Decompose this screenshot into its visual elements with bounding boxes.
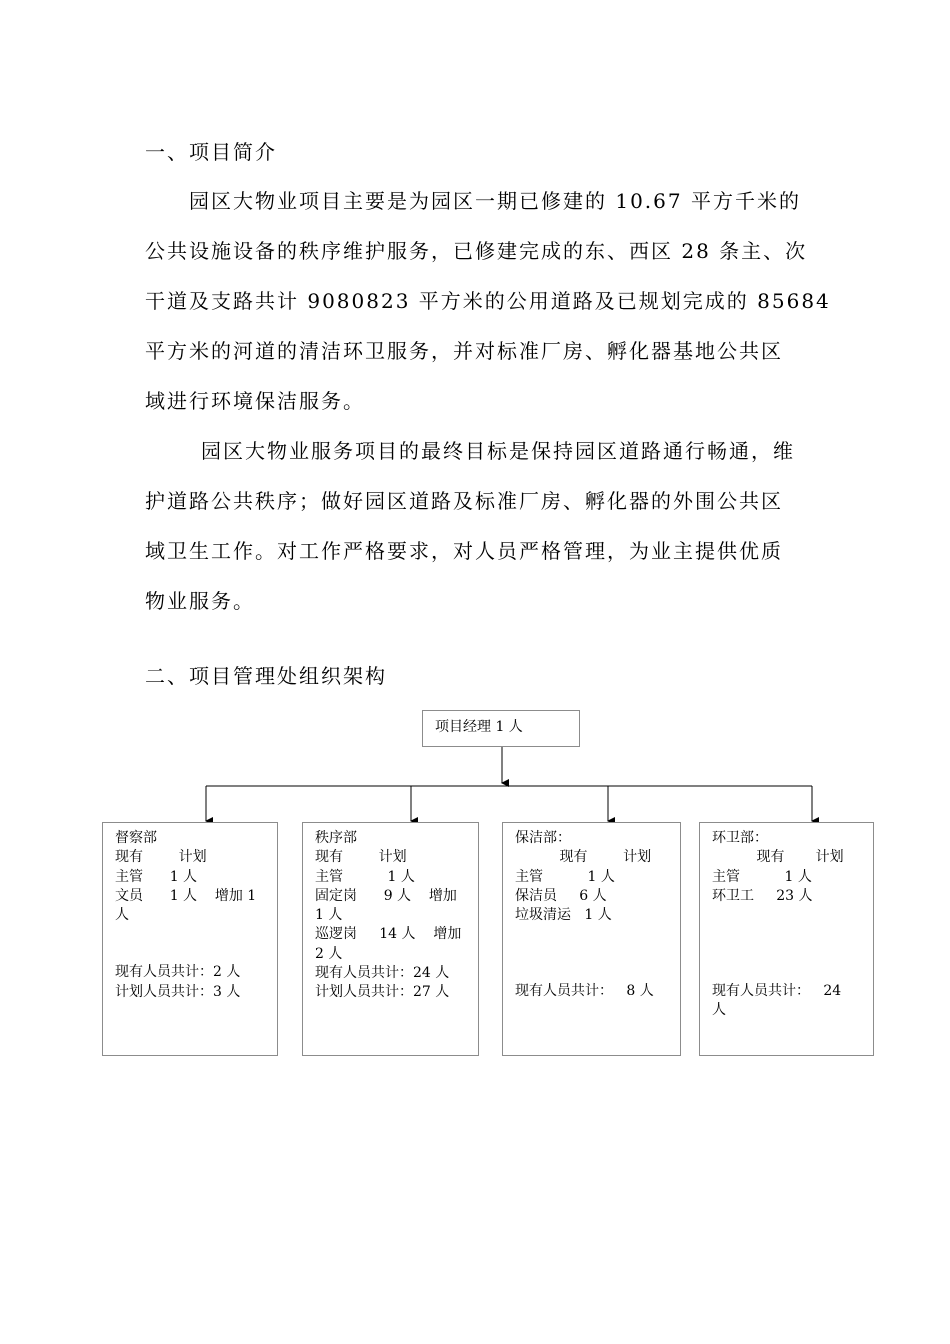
spacer xyxy=(712,906,867,982)
text-line: 公共设施设备的秩序维护服务，已修建完成的东、西区 28 条主、次 xyxy=(145,239,808,263)
spacer xyxy=(115,925,271,963)
dept-total: 现有人员共计： 8 人 xyxy=(515,983,654,1000)
dept-total: 现有人员共计： 24 xyxy=(712,983,842,1000)
project-manager-box: 项目经理 1 人 xyxy=(422,710,580,747)
dept-row: 主管 1 人 xyxy=(315,868,415,885)
dept-box-sanitation xyxy=(699,822,874,1056)
text-line: 园区大物业服务项目的最终目标是保持园区道路通行畅通，维 xyxy=(201,439,795,463)
dept-header: 现有 计划 xyxy=(515,849,652,866)
dept-header: 现有 计划 xyxy=(115,849,207,866)
section-2-heading: 二、项目管理处组织架构 xyxy=(145,664,387,688)
text-line: 园区大物业项目主要是为园区一期已修建的 10.67 平方千米的 xyxy=(189,189,801,213)
dept-row: 主管 1 人 xyxy=(115,868,198,885)
dept-row: 固定岗 9 人 增加 xyxy=(315,887,457,904)
dept-name: 督察部 xyxy=(115,830,157,846)
text-line: 域进行环境保洁服务。 xyxy=(145,389,365,413)
dept-total: 现有人员共计：24 人 xyxy=(315,965,450,982)
dept-header: 现有 计划 xyxy=(712,849,844,866)
text-line: 域卫生工作。对工作严格要求，对人员严格管理，为业主提供优质 xyxy=(145,539,783,563)
spacer xyxy=(515,925,674,982)
text-line: 物业服务。 xyxy=(145,589,255,613)
dept-name: 秩序部 xyxy=(315,830,357,846)
dept-row: 巡逻岗 14 人 增加 xyxy=(315,926,462,943)
dept-header: 现有 计划 xyxy=(315,849,407,866)
text-line: 干道及支路共计 9080823 平方米的公用道路及已规划完成的 85684 xyxy=(145,289,831,313)
dept-row: 1 人 xyxy=(315,907,343,924)
dept-row: 环卫工 23 人 xyxy=(712,887,813,904)
dept-row: 保洁员 6 人 xyxy=(515,887,607,904)
dept-row: 垃圾清运 1 人 xyxy=(515,907,612,924)
dept-name: 环卫部： xyxy=(712,830,768,846)
dept-row: 文员 1 人 增加 1 xyxy=(115,887,257,904)
dept-total: 现有人员共计：2 人 xyxy=(115,964,241,981)
dept-total: 计划人员共计：27 人 xyxy=(315,984,450,1001)
dept-box-cleaning xyxy=(502,822,681,1056)
dept-row: 人 xyxy=(115,907,129,924)
dept-row: 2 人 xyxy=(315,945,343,962)
dept-row: 主管 1 人 xyxy=(515,868,615,885)
text-line: 平方米的河道的清洁环卫服务，并对标准厂房、孵化器基地公共区 xyxy=(145,339,783,363)
text-line: 护道路公共秩序；做好园区道路及标准厂房、孵化器的外围公共区 xyxy=(145,489,783,513)
section-1-heading: 一、项目简介 xyxy=(145,140,277,164)
dept-box-order xyxy=(302,822,479,1056)
dept-box-inspection xyxy=(102,822,278,1056)
dept-name: 保洁部： xyxy=(515,830,571,846)
dept-total: 人 xyxy=(712,1002,726,1019)
dept-total: 计划人员共计：3 人 xyxy=(115,983,241,1000)
dept-row: 主管 1 人 xyxy=(712,868,812,885)
